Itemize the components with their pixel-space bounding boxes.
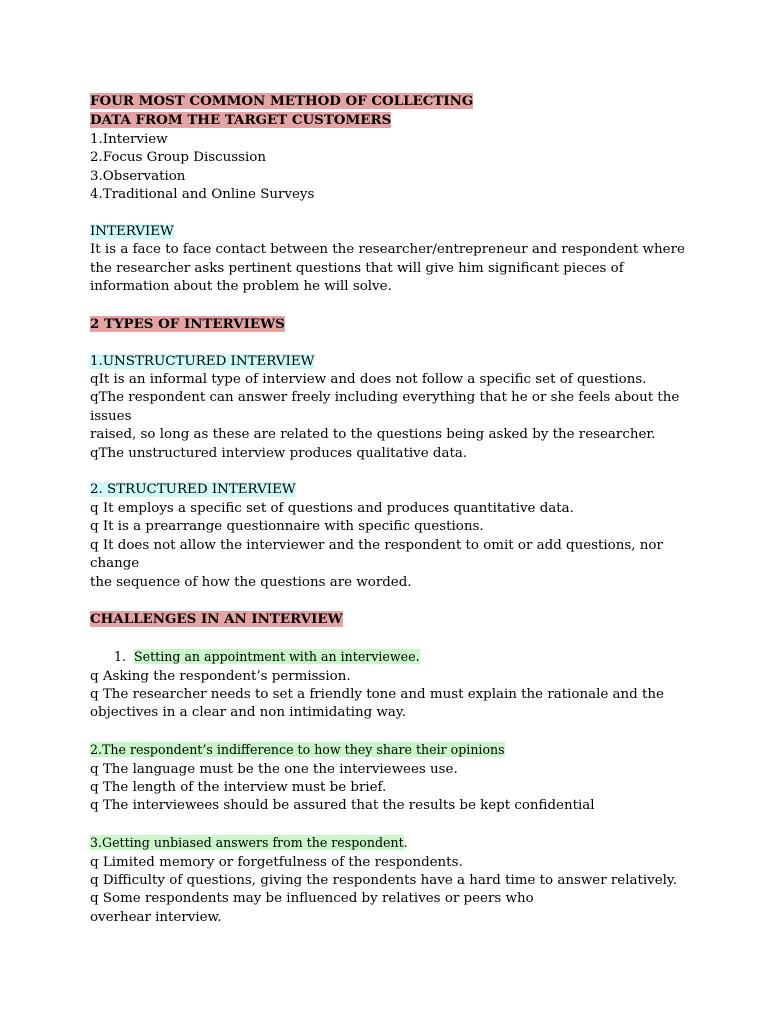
- method-item: 4.Traditional and Online Surveys: [90, 187, 315, 203]
- challenge-2-text-line: q The length of the interview must be brief.: [90, 779, 387, 795]
- challenge-3-text-line: q Difficulty of questions, giving the respondents have a hard time to answer relatively.: [90, 872, 677, 888]
- method-item: 3.Observation: [90, 168, 186, 184]
- types-heading-line: [90, 315, 690, 334]
- structured-text-line: q It employs a specific set of questions and produces quantitative data.: [90, 500, 574, 516]
- challenge-2-text-line: q The interviewees should be assured that the results be kept confidential: [90, 798, 595, 814]
- structured-text-line: q It does not allow the interviewer and the respondent to omit or add questions, nor: [90, 537, 663, 553]
- challenge-3-text-line: q Some respondents may be influenced by relatives or peers who: [90, 891, 534, 907]
- challenge-1-text-line: q The researcher needs to set a friendly tone and must explain the rationale and the: [90, 686, 664, 702]
- structured-text-line: change: [90, 556, 140, 572]
- title-text-1: FOUR MOST COMMON METHOD OF COLLECTING: [90, 93, 474, 109]
- interview-heading-line: [90, 223, 690, 241]
- interview-text-line: It is a face to face contact between the researcher/entrepreneur and respondent where: [90, 242, 685, 258]
- spacer: [90, 723, 690, 741]
- challenge-3-text-line: q Limited memory or forgetfulness of the respondents.: [90, 854, 463, 870]
- document-page: [90, 92, 690, 927]
- challenge-2-heading: 2.The respondent’s indifference to how they share their opinions: [90, 742, 505, 758]
- challenge-2-text-line: q The language must be the one the interviewees use.: [90, 761, 458, 777]
- structured-heading-line: [90, 481, 690, 499]
- types-heading: 2 TYPES OF INTERVIEWS: [90, 315, 285, 332]
- challenge-1-heading: Setting an appointment with an interviewee.: [134, 649, 420, 665]
- title-line-1: [90, 92, 690, 111]
- structured-text-line: the sequence of how the questions are worded.: [90, 574, 412, 590]
- structured-heading: 2. STRUCTURED INTERVIEW: [90, 482, 296, 498]
- title-line-2: [90, 111, 690, 130]
- unstructured-heading-line: [90, 353, 690, 371]
- spacer: [90, 816, 690, 834]
- spacer: [90, 592, 690, 610]
- structured-text-line: q It is a prearrange questionnaire with specific questions.: [90, 519, 484, 535]
- challenge-3-heading: 3.Getting unbiased answers from the respondent: [90, 835, 404, 851]
- interview-text-line: information about the problem he will solve.: [90, 279, 392, 295]
- spacer: [90, 204, 690, 222]
- method-item: 2.Focus Group Discussion: [90, 150, 266, 166]
- unstructured-text-line: raised, so long as these are related to the questions being asked by the researcher.: [90, 427, 656, 443]
- spacer: [90, 630, 690, 648]
- challenge-1-heading-line: [90, 648, 690, 667]
- challenge-3-heading-line: [90, 834, 690, 853]
- unstructured-text-line: issues: [90, 408, 132, 424]
- spacer: [90, 334, 690, 352]
- method-item: 1.Interview: [90, 131, 168, 147]
- challenges-heading: CHALLENGES IN AN INTERVIEW: [90, 611, 343, 628]
- interview-heading: INTERVIEW: [90, 223, 174, 239]
- challenge-2-heading-line: [90, 741, 690, 760]
- unstructured-text-line: qThe respondent can answer freely including everything that he or she feels about the: [90, 390, 680, 406]
- challenges-heading-line: [90, 610, 690, 629]
- unstructured-text-line: qThe unstructured interview produces qualitative data.: [90, 445, 468, 461]
- challenge-3-text-line: overhear interview.: [90, 909, 222, 925]
- interview-text-line: the researcher asks pertinent questions that will give him significant pieces of: [90, 260, 624, 276]
- challenge-3-heading-tail: .: [403, 835, 408, 851]
- unstructured-text-line: qIt is an informal type of interview and does not follow a specific set of questions.: [90, 372, 647, 388]
- spacer: [90, 296, 690, 314]
- unstructured-heading: 1.UNSTRUCTURED INTERVIEW: [90, 353, 315, 369]
- challenge-1-text-line: q Asking the respondent’s permission.: [90, 668, 351, 684]
- challenge-1-number: 1.: [114, 649, 127, 665]
- spacer: [90, 463, 690, 481]
- title-text-2: DATA FROM THE TARGET CUSTOMERS: [90, 112, 392, 129]
- challenge-1-text-line: objectives in a clear and non intimidating way.: [90, 705, 406, 721]
